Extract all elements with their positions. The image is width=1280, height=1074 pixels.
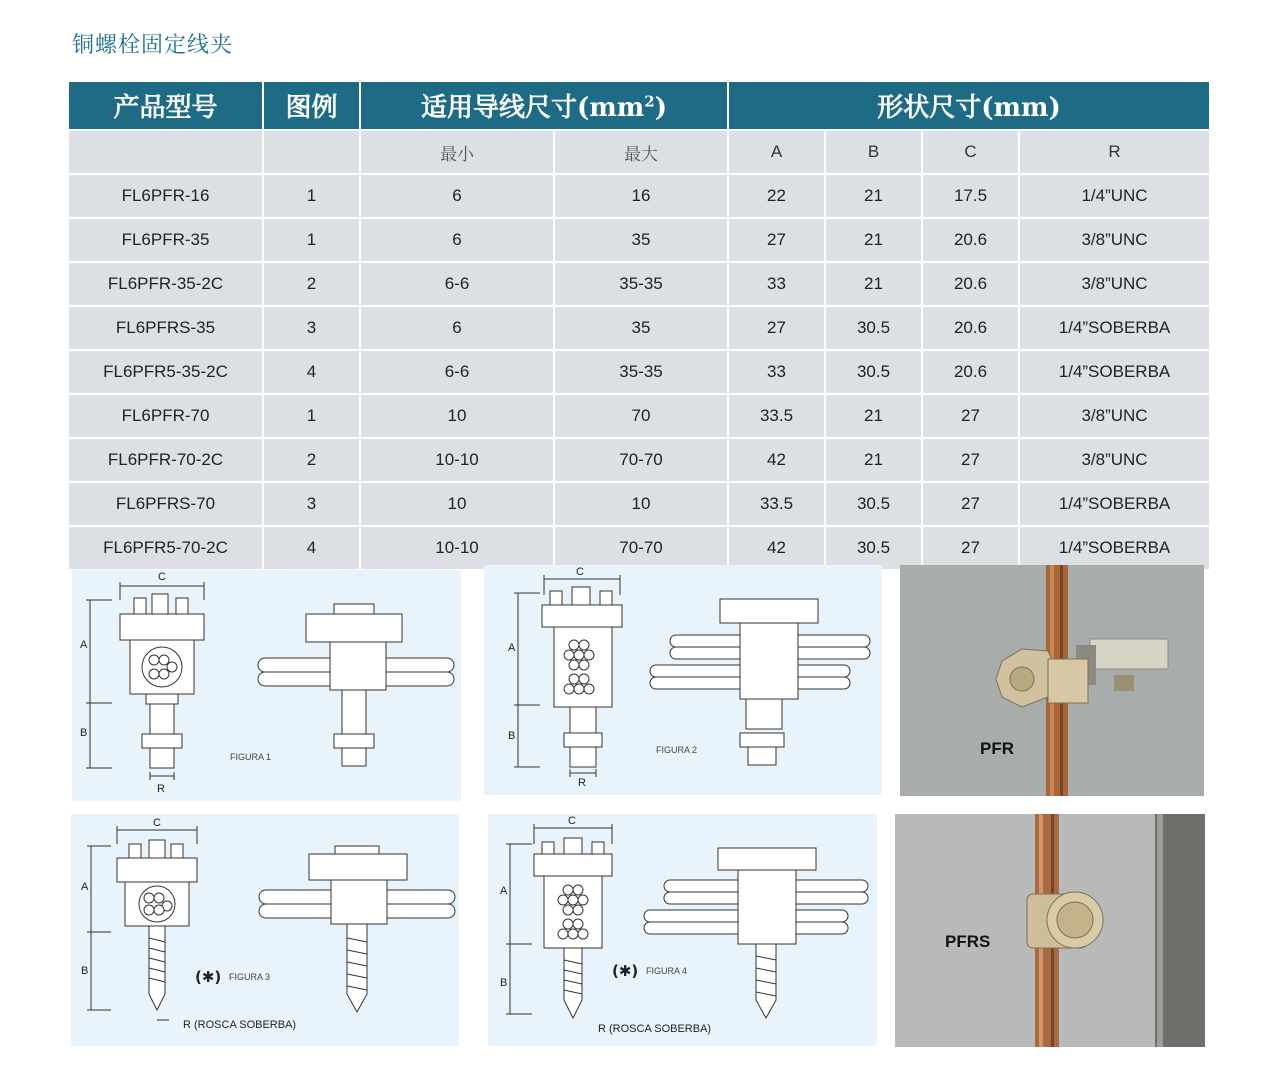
pfrs-photo-image bbox=[895, 814, 1205, 1047]
figure-2-panel bbox=[484, 565, 882, 795]
table-cell: 6-6 bbox=[360, 350, 554, 394]
table-cell: FL6PFRS-35 bbox=[69, 306, 263, 350]
table-cell: 4 bbox=[263, 526, 360, 569]
figure-1-drawing bbox=[72, 570, 461, 801]
table-row bbox=[69, 482, 1209, 526]
dim-b-label: B bbox=[80, 727, 88, 739]
table-cell: 3/8”UNC bbox=[1019, 394, 1209, 438]
table-cell: 27 bbox=[922, 526, 1019, 569]
subheader-cell bbox=[263, 130, 360, 174]
table-cell: 1/4”SOBERBA bbox=[1019, 526, 1209, 569]
figure-4-caption: FIGURA 4 bbox=[646, 966, 688, 976]
figure-2-caption: FIGURA 2 bbox=[656, 745, 698, 755]
table-row bbox=[69, 526, 1209, 569]
table-cell: 33 bbox=[728, 262, 825, 306]
table-cell: 33.5 bbox=[728, 482, 825, 526]
table-cell: 3 bbox=[263, 306, 360, 350]
dim-c-label: C bbox=[158, 571, 166, 583]
figure-4-panel bbox=[488, 814, 877, 1046]
subheader-row bbox=[69, 130, 1209, 174]
table-cell: 10 bbox=[360, 482, 554, 526]
dim-a-label: A bbox=[81, 881, 89, 893]
figure-3-panel bbox=[71, 814, 459, 1046]
table-cell: 1 bbox=[263, 218, 360, 262]
subheader-b: B bbox=[825, 130, 922, 174]
subheader-c: C bbox=[922, 130, 1019, 174]
table-cell: 35-35 bbox=[554, 350, 728, 394]
table-cell: 27 bbox=[922, 394, 1019, 438]
table-cell: FL6PFR5-35-2C bbox=[69, 350, 263, 394]
table-cell: 1/4”SOBERBA bbox=[1019, 350, 1209, 394]
table-cell: 20.6 bbox=[922, 262, 1019, 306]
figure-2-drawing bbox=[484, 565, 882, 795]
asterisk-mark: (✱) bbox=[195, 968, 222, 986]
table-cell: 1 bbox=[263, 174, 360, 218]
table-cell: 20.6 bbox=[922, 306, 1019, 350]
pfrs-label: PFRS bbox=[945, 932, 991, 951]
table-cell: FL6PFR-16 bbox=[69, 174, 263, 218]
table-cell: 30.5 bbox=[825, 526, 922, 569]
table-cell: 10 bbox=[360, 394, 554, 438]
pfr-photo-image bbox=[900, 565, 1204, 796]
table-cell: 33.5 bbox=[728, 394, 825, 438]
table-cell: 16 bbox=[554, 174, 728, 218]
figure-3-drawing bbox=[71, 814, 459, 1046]
header-figure: 图例 bbox=[263, 82, 360, 130]
table-cell: 42 bbox=[728, 438, 825, 482]
table-cell: 30.5 bbox=[825, 306, 922, 350]
table-row bbox=[69, 306, 1209, 350]
table-cell: 27 bbox=[728, 306, 825, 350]
dim-a-label: A bbox=[508, 642, 516, 654]
table-cell: 1 bbox=[263, 394, 360, 438]
figure-1-caption: FIGURA 1 bbox=[230, 752, 272, 762]
table-cell: FL6PFR-35 bbox=[69, 218, 263, 262]
table-cell: FL6PFR-70-2C bbox=[69, 438, 263, 482]
table-cell: 3/8”UNC bbox=[1019, 438, 1209, 482]
table-cell: 21 bbox=[825, 438, 922, 482]
header-model: 产品型号 bbox=[69, 82, 263, 130]
table-cell: 30.5 bbox=[825, 350, 922, 394]
table-cell: 20.6 bbox=[922, 218, 1019, 262]
dim-c-label: C bbox=[568, 815, 576, 827]
subheader-max: 最大 bbox=[554, 130, 728, 174]
table-cell: 1/4”UNC bbox=[1019, 174, 1209, 218]
table-cell: 70 bbox=[554, 394, 728, 438]
table-cell: 21 bbox=[825, 262, 922, 306]
dim-r-label: R bbox=[578, 777, 586, 789]
pfr-label: PFR bbox=[980, 739, 1014, 758]
table-cell: 42 bbox=[728, 526, 825, 569]
dim-a-label: A bbox=[80, 639, 88, 651]
figure-1-panel bbox=[72, 570, 461, 801]
asterisk-mark: (✱) bbox=[612, 962, 639, 980]
table-cell: 70-70 bbox=[554, 438, 728, 482]
table-cell: 22 bbox=[728, 174, 825, 218]
table-cell: 20.6 bbox=[922, 350, 1019, 394]
table-cell: 6 bbox=[360, 218, 554, 262]
dim-b-label: B bbox=[81, 965, 89, 977]
table-cell: 27 bbox=[922, 482, 1019, 526]
table-cell: 4 bbox=[263, 350, 360, 394]
dim-r-label: R (ROSCA SOBERBA) bbox=[598, 1023, 712, 1035]
table-cell: FL6PFR5-70-2C bbox=[69, 526, 263, 569]
dim-r-label: R bbox=[157, 783, 165, 795]
figure-3-caption: FIGURA 3 bbox=[229, 972, 271, 982]
subheader-cell bbox=[69, 130, 263, 174]
table-cell: 2 bbox=[263, 438, 360, 482]
table-cell: 10 bbox=[554, 482, 728, 526]
table-cell: 1/4”SOBERBA bbox=[1019, 482, 1209, 526]
subheader-a: A bbox=[728, 130, 825, 174]
table-cell: 21 bbox=[825, 394, 922, 438]
table-row bbox=[69, 218, 1209, 262]
table-row bbox=[69, 350, 1209, 394]
table-cell: 27 bbox=[922, 438, 1019, 482]
table-cell: 35-35 bbox=[554, 262, 728, 306]
table-cell: 6-6 bbox=[360, 262, 554, 306]
table-row bbox=[69, 174, 1209, 218]
dim-c-label: C bbox=[576, 566, 584, 578]
table-cell: 33 bbox=[728, 350, 825, 394]
subheader-r: R bbox=[1019, 130, 1209, 174]
dim-a-label: A bbox=[500, 885, 508, 897]
table-cell: 2 bbox=[263, 262, 360, 306]
table-cell: 35 bbox=[554, 218, 728, 262]
table-row bbox=[69, 394, 1209, 438]
table-cell: 3/8”UNC bbox=[1019, 218, 1209, 262]
pfr-photo bbox=[900, 565, 1204, 796]
dim-r-label: R (ROSCA SOBERBA) bbox=[183, 1019, 297, 1031]
dim-c-label: C bbox=[153, 817, 161, 829]
table-cell: 6 bbox=[360, 174, 554, 218]
pfrs-photo bbox=[895, 814, 1205, 1047]
page-title: 铜螺栓固定线夹 bbox=[72, 32, 234, 57]
table-row bbox=[69, 262, 1209, 306]
table-row bbox=[69, 438, 1209, 482]
table-cell: FL6PFR-35-2C bbox=[69, 262, 263, 306]
table-cell: 3 bbox=[263, 482, 360, 526]
dim-b-label: B bbox=[500, 977, 508, 989]
table-cell: 21 bbox=[825, 174, 922, 218]
table-cell: 21 bbox=[825, 218, 922, 262]
header-wire-size: 适用导线尺寸$(mm^2)$ bbox=[360, 82, 728, 130]
spec-table bbox=[69, 82, 1209, 569]
header-shape: 形状尺寸(mm) bbox=[728, 82, 1209, 130]
table-cell: 10-10 bbox=[360, 438, 554, 482]
table-cell: FL6PFR-70 bbox=[69, 394, 263, 438]
table-cell: 30.5 bbox=[825, 482, 922, 526]
table-cell: 17.5 bbox=[922, 174, 1019, 218]
table-cell: 6 bbox=[360, 306, 554, 350]
table-cell: 27 bbox=[728, 218, 825, 262]
table-cell: 10-10 bbox=[360, 526, 554, 569]
figure-4-drawing bbox=[488, 814, 877, 1046]
dim-b-label: B bbox=[508, 730, 516, 742]
table-cell: 35 bbox=[554, 306, 728, 350]
table-cell: 1/4”SOBERBA bbox=[1019, 306, 1209, 350]
table-cell: 3/8”UNC bbox=[1019, 262, 1209, 306]
table-cell: 70-70 bbox=[554, 526, 728, 569]
table-cell: FL6PFRS-70 bbox=[69, 482, 263, 526]
subheader-min: 最小 bbox=[360, 130, 554, 174]
